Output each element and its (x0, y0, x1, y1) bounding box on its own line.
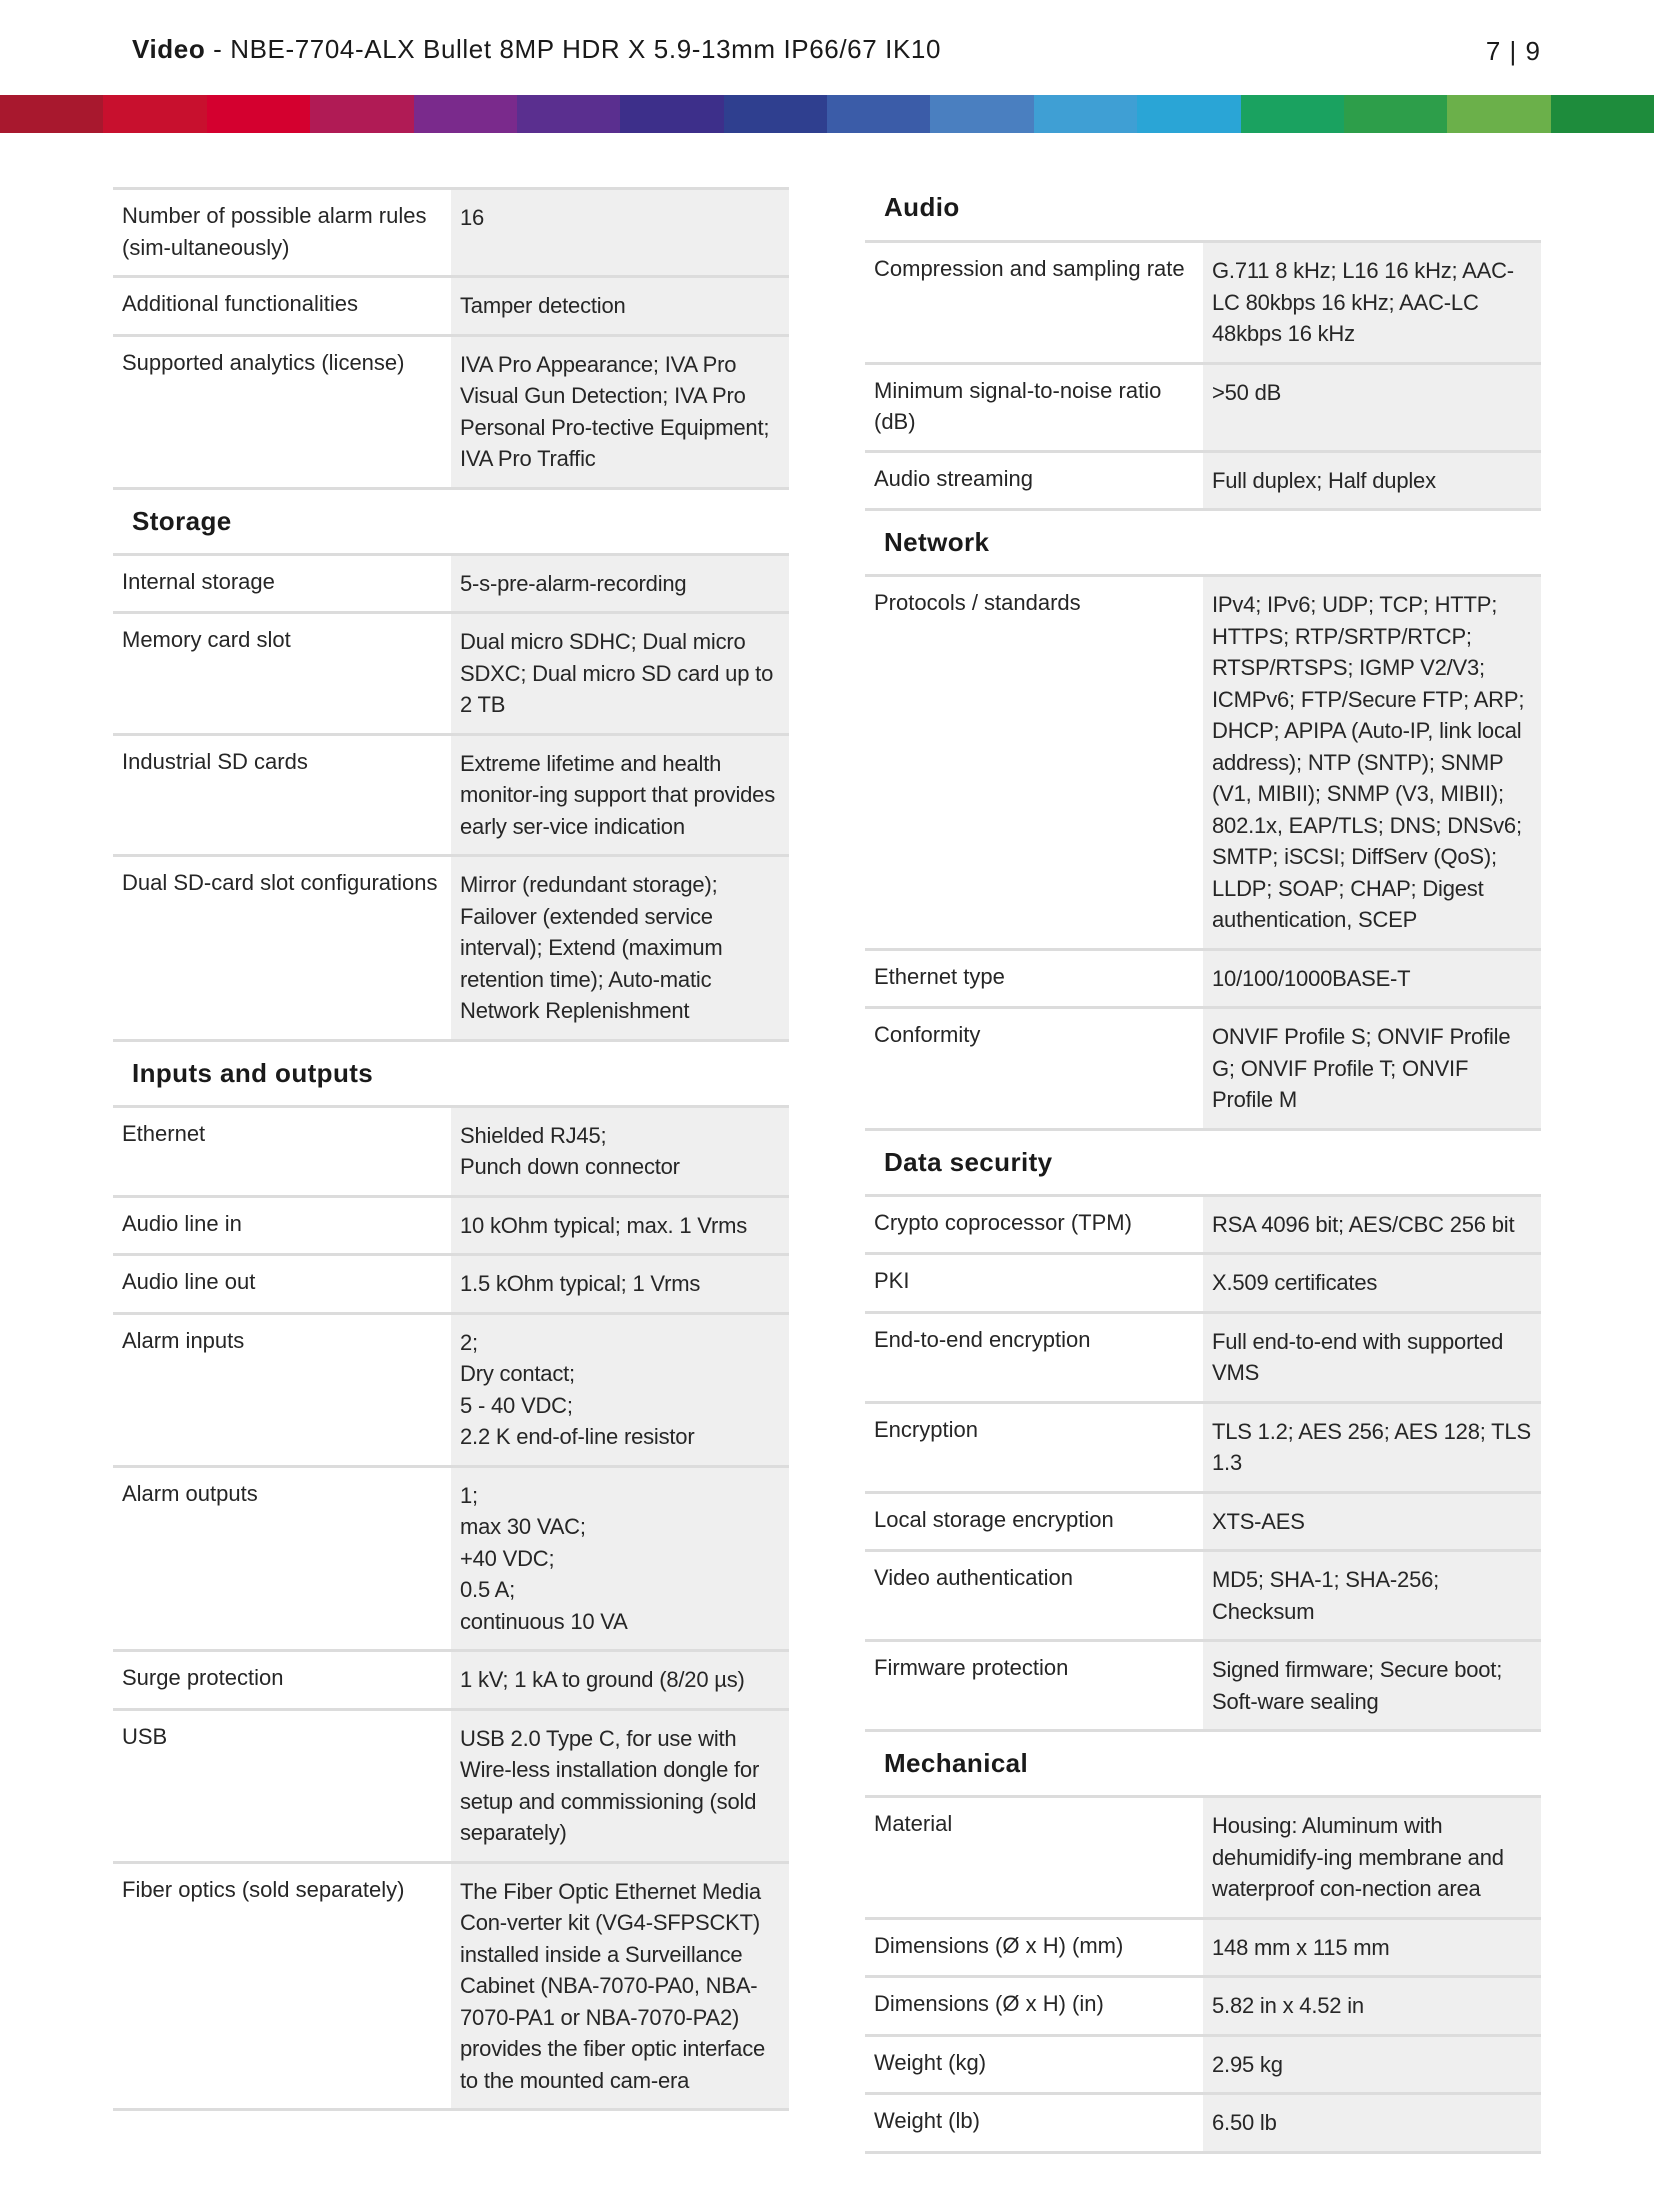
spec-value (1203, 577, 1541, 948)
page-number: 7 | 9 (1485, 36, 1541, 66)
spec-row (865, 450, 1541, 509)
section-heading-data-security: Data security (865, 1128, 1541, 1194)
spec-value-line: Full duplex; Half duplex (1212, 467, 1436, 493)
spec-label: Industrial SD cards (113, 736, 451, 855)
spec-value (451, 857, 789, 1039)
spec-row (865, 1975, 1541, 2034)
spec-value (451, 1315, 789, 1465)
spec-value (451, 1198, 789, 1254)
spec-value (1203, 1978, 1541, 2034)
spec-value (451, 337, 789, 487)
spec-row (865, 1795, 1541, 1917)
spec-label: Compression and sampling rate (865, 243, 1203, 362)
spec-value (1203, 1197, 1541, 1253)
spec-label: Memory card slot (113, 614, 451, 733)
spec-row (113, 733, 789, 855)
spec-value (451, 190, 789, 275)
spec-row (865, 1006, 1541, 1128)
band-segment (827, 95, 930, 133)
spec-label: Dimensions (Ø x H) (mm) (865, 1920, 1203, 1976)
spec-value-line: USB 2.0 Type C, for use with Wire-less installation dongle for setup and commissioning (sold separately) (460, 1725, 760, 1845)
spec-row (865, 1549, 1541, 1639)
spec-row (113, 1253, 789, 1312)
spec-label: Alarm inputs (113, 1315, 451, 1465)
band-segment (310, 95, 413, 133)
spec-value-line: G.711 8 kHz; L16 16 kHz; AAC-LC 80kbps 16 kHz; AAC-LC 48kbps 16 kHz (1212, 258, 1514, 346)
spec-row (113, 275, 789, 334)
spec-label: Ethernet type (865, 951, 1203, 1007)
spec-label: Minimum signal-to-noise ratio (dB) (865, 365, 1203, 450)
spec-value-line: 5-s-pre-alarm-recording (460, 570, 687, 596)
spec-value-line: XTS-AES (1212, 1508, 1305, 1534)
spec-value-line: continuous 10 VA (460, 1608, 628, 1634)
spec-value (1203, 453, 1541, 509)
page-header (0, 0, 1654, 95)
band-segment (1447, 95, 1550, 133)
band-segment (1137, 95, 1240, 133)
spec-value-line: 5 - 40 VDC; (460, 1392, 573, 1418)
spec-value-line: 10 kOhm typical; max. 1 Vrms (460, 1212, 747, 1238)
spec-row (113, 553, 789, 612)
spec-row (865, 240, 1541, 362)
spec-row (113, 1312, 789, 1465)
band-segment (517, 95, 620, 133)
section-heading-mechanical: Mechanical (865, 1729, 1541, 1795)
spec-value (1203, 365, 1541, 450)
spec-row (865, 948, 1541, 1007)
spec-value-line: 1; (460, 1482, 478, 1508)
spec-value (1203, 1798, 1541, 1917)
spec-value (1203, 2037, 1541, 2093)
document-title (132, 34, 941, 65)
spec-value-line: Signed firmware; Secure boot; Soft-ware sealing (1212, 1657, 1503, 1714)
spec-value-line: 6.50 lb (1212, 2110, 1277, 2135)
spec-value (451, 1256, 789, 1312)
spec-value-line: Tamper detection (460, 293, 626, 318)
spec-row (865, 1917, 1541, 1976)
spec-value-line: 148 mm x 115 mm (1212, 1934, 1390, 1960)
spec-value-line: 1.5 kOhm typical; 1 Vrms (460, 1271, 701, 1296)
spec-value-line: max 30 VAC; (460, 1514, 586, 1539)
spec-row (865, 1491, 1541, 1550)
spec-value-line: MD5; SHA-1; SHA-256; Checksum (1212, 1567, 1440, 1624)
spec-value-line: 2; (460, 1329, 478, 1355)
spec-table-left (113, 187, 789, 2111)
spec-value-line: Extreme lifetime and health monitor-ing support that provides early ser-vice indication (460, 750, 776, 839)
spec-value-line: 2.95 kg (1212, 2051, 1283, 2077)
spec-row (865, 574, 1541, 948)
band-segment (1241, 95, 1344, 133)
spec-value (1203, 1255, 1541, 1311)
spec-value (451, 1468, 789, 1650)
spec-value (1203, 1642, 1541, 1729)
spec-label: Weight (kg) (865, 2037, 1203, 2093)
spec-value-line: 16 (460, 205, 485, 230)
section-heading-network: Network (865, 508, 1541, 574)
spec-label: Additional functionalities (113, 278, 451, 334)
spec-row (113, 854, 789, 1039)
spec-label: Internal storage (113, 556, 451, 612)
spec-value (451, 1652, 789, 1708)
spec-label: Protocols / standards (865, 577, 1203, 948)
spec-value (451, 278, 789, 334)
spec-label: Video authentication (865, 1552, 1203, 1639)
spec-row (113, 1649, 789, 1708)
spec-label: Ethernet (113, 1108, 451, 1195)
spec-label: Audio streaming (865, 453, 1203, 509)
band-segment (620, 95, 723, 133)
spec-label: Local storage encryption (865, 1494, 1203, 1550)
band-segment (930, 95, 1033, 133)
spec-row (865, 1194, 1541, 1253)
spec-value (451, 1864, 789, 2109)
spec-label: Dual SD-card slot configurations (113, 857, 451, 1039)
spec-label: USB (113, 1711, 451, 1861)
spec-label: Encryption (865, 1404, 1203, 1491)
spec-row (113, 1861, 789, 2112)
spec-value (1203, 2095, 1541, 2151)
spec-value (1203, 951, 1541, 1007)
spec-value-line: X.509 certificates (1212, 1270, 1378, 1295)
spec-value-line: 5.82 in x 4.52 in (1212, 1993, 1364, 2018)
spec-value-line: Full end-to-end with supported VMS (1212, 1328, 1504, 1385)
spec-value (1203, 243, 1541, 362)
spec-row (865, 2092, 1541, 2154)
section-heading-inputs-and-outputs: Inputs and outputs (113, 1039, 789, 1105)
spec-value (1203, 1009, 1541, 1128)
spec-label: Number of possible alarm rules (sim-ultaneously) (113, 190, 451, 275)
spec-value-line: RSA 4096 bit; AES/CBC 256 bit (1212, 1211, 1515, 1237)
spec-value-line: Mirror (redundant storage); Failover (extended service interval); Extend (maximum retention time); Auto-matic Network Replenishment (460, 872, 723, 1023)
spec-value (451, 614, 789, 733)
spec-value (1203, 1920, 1541, 1976)
spec-value-line: +40 VDC; (460, 1545, 555, 1571)
spec-label: Audio line in (113, 1198, 451, 1254)
band-segment (724, 95, 827, 133)
band-segment (0, 95, 103, 133)
spec-value-line: TLS 1.2; AES 256; AES 128; TLS 1.3 (1212, 1418, 1531, 1475)
spec-row (113, 1195, 789, 1254)
spec-row (113, 1708, 789, 1861)
header-product: NBE-7704-ALX Bullet 8MP HDR X 5.9-13mm IP66/67 IK10 (230, 34, 942, 64)
spec-value-line: Housing: Aluminum with dehumidify-ing membrane and waterproof con-nection area (1212, 1813, 1504, 1901)
spec-value (1203, 1494, 1541, 1550)
spec-row (865, 2034, 1541, 2093)
band-segment (207, 95, 310, 133)
spec-value-line: Dry contact; (460, 1361, 575, 1386)
spec-value (451, 1108, 789, 1195)
spec-value-line: 10/100/1000BASE-T (1212, 965, 1411, 991)
spec-row (865, 362, 1541, 450)
spec-value (1203, 1552, 1541, 1639)
spec-label: Firmware protection (865, 1642, 1203, 1729)
spec-row (865, 1401, 1541, 1491)
brand-color-band (0, 95, 1654, 133)
spec-label: Weight (lb) (865, 2095, 1203, 2151)
spec-label: Material (865, 1798, 1203, 1917)
spec-value-line: 0.5 A; (460, 1577, 516, 1602)
header-separator: - (205, 34, 231, 64)
section-heading-storage: Storage (113, 487, 789, 553)
spec-value (451, 736, 789, 855)
spec-label: Conformity (865, 1009, 1203, 1128)
spec-row (113, 1105, 789, 1195)
spec-value-line: IPv4; IPv6; UDP; TCP; HTTP; HTTPS; RTP/SRTP/RTCP; RTSP/RTSPS; IGMP V2/V3; ICMPv6; FTP/Secure FTP; ARP; DHCP; APIPA (Auto-IP, link local address); NTP (SNTP); SNMP (V1, MIBII); SNMP (V3, MIBII); 802.1x, EAP/TLS; DNS; DNSv6; SMTP; iSCSI; DiffServ (QoS); LLDP; SOAP; CHAP; Digest authentication, SCEP (1212, 592, 1525, 932)
spec-value-line: Punch down connector (460, 1154, 680, 1179)
spec-value-line: >50 dB (1212, 379, 1282, 405)
spec-row (865, 1311, 1541, 1401)
spec-label: Fiber optics (sold separately) (113, 1864, 451, 2109)
spec-table-right (865, 175, 1541, 2154)
spec-label: Audio line out (113, 1256, 451, 1312)
spec-value-line: 2.2 K end-of-line resistor (460, 1424, 695, 1449)
spec-label: Surge protection (113, 1652, 451, 1708)
spec-row (113, 1465, 789, 1650)
spec-value-line: IVA Pro Appearance; IVA Pro Visual Gun Detection; IVA Pro Personal Pro-tective Equipment; IVA Pro Traffic (460, 351, 770, 471)
spec-row (865, 1639, 1541, 1729)
spec-label: Alarm outputs (113, 1468, 451, 1650)
spec-value-line: The Fiber Optic Ethernet Media Con-verter kit (VG4-SFPSCKT) installed inside a Surveillance Cabinet (NBA-7070-PA0, NBA-7070-PA1 or NBA-7070-PA2) provides the fiber optic interface to the mounted cam-era (460, 1878, 766, 2093)
spec-row (113, 611, 789, 733)
spec-value-line: Dual micro SDHC; Dual micro SDXC; Dual micro SD card up to 2 TB (460, 629, 774, 717)
band-segment (1551, 95, 1654, 133)
spec-label: Dimensions (Ø x H) (in) (865, 1978, 1203, 2034)
spec-row (113, 334, 789, 487)
spec-value (451, 1711, 789, 1861)
spec-value-line: ONVIF Profile S; ONVIF Profile G; ONVIF Profile T; ONVIF Profile M (1212, 1024, 1511, 1112)
spec-label: PKI (865, 1255, 1203, 1311)
header-section: Video (132, 34, 206, 64)
spec-row (113, 187, 789, 275)
spec-label: End-to-end encryption (865, 1314, 1203, 1401)
spec-value (1203, 1314, 1541, 1401)
band-segment (414, 95, 517, 133)
spec-value-line: 1 kV; 1 kA to ground (8/20 µs) (460, 1667, 745, 1692)
spec-value (451, 556, 789, 612)
spec-value (1203, 1404, 1541, 1491)
spec-label: Supported analytics (license) (113, 337, 451, 487)
spec-label: Crypto coprocessor (TPM) (865, 1197, 1203, 1253)
spec-value-line: Shielded RJ45; (460, 1122, 607, 1148)
band-segment (1034, 95, 1137, 133)
section-heading-audio: Audio (884, 192, 960, 222)
band-segment (1344, 95, 1447, 133)
band-segment (103, 95, 206, 133)
spec-row (865, 1252, 1541, 1311)
